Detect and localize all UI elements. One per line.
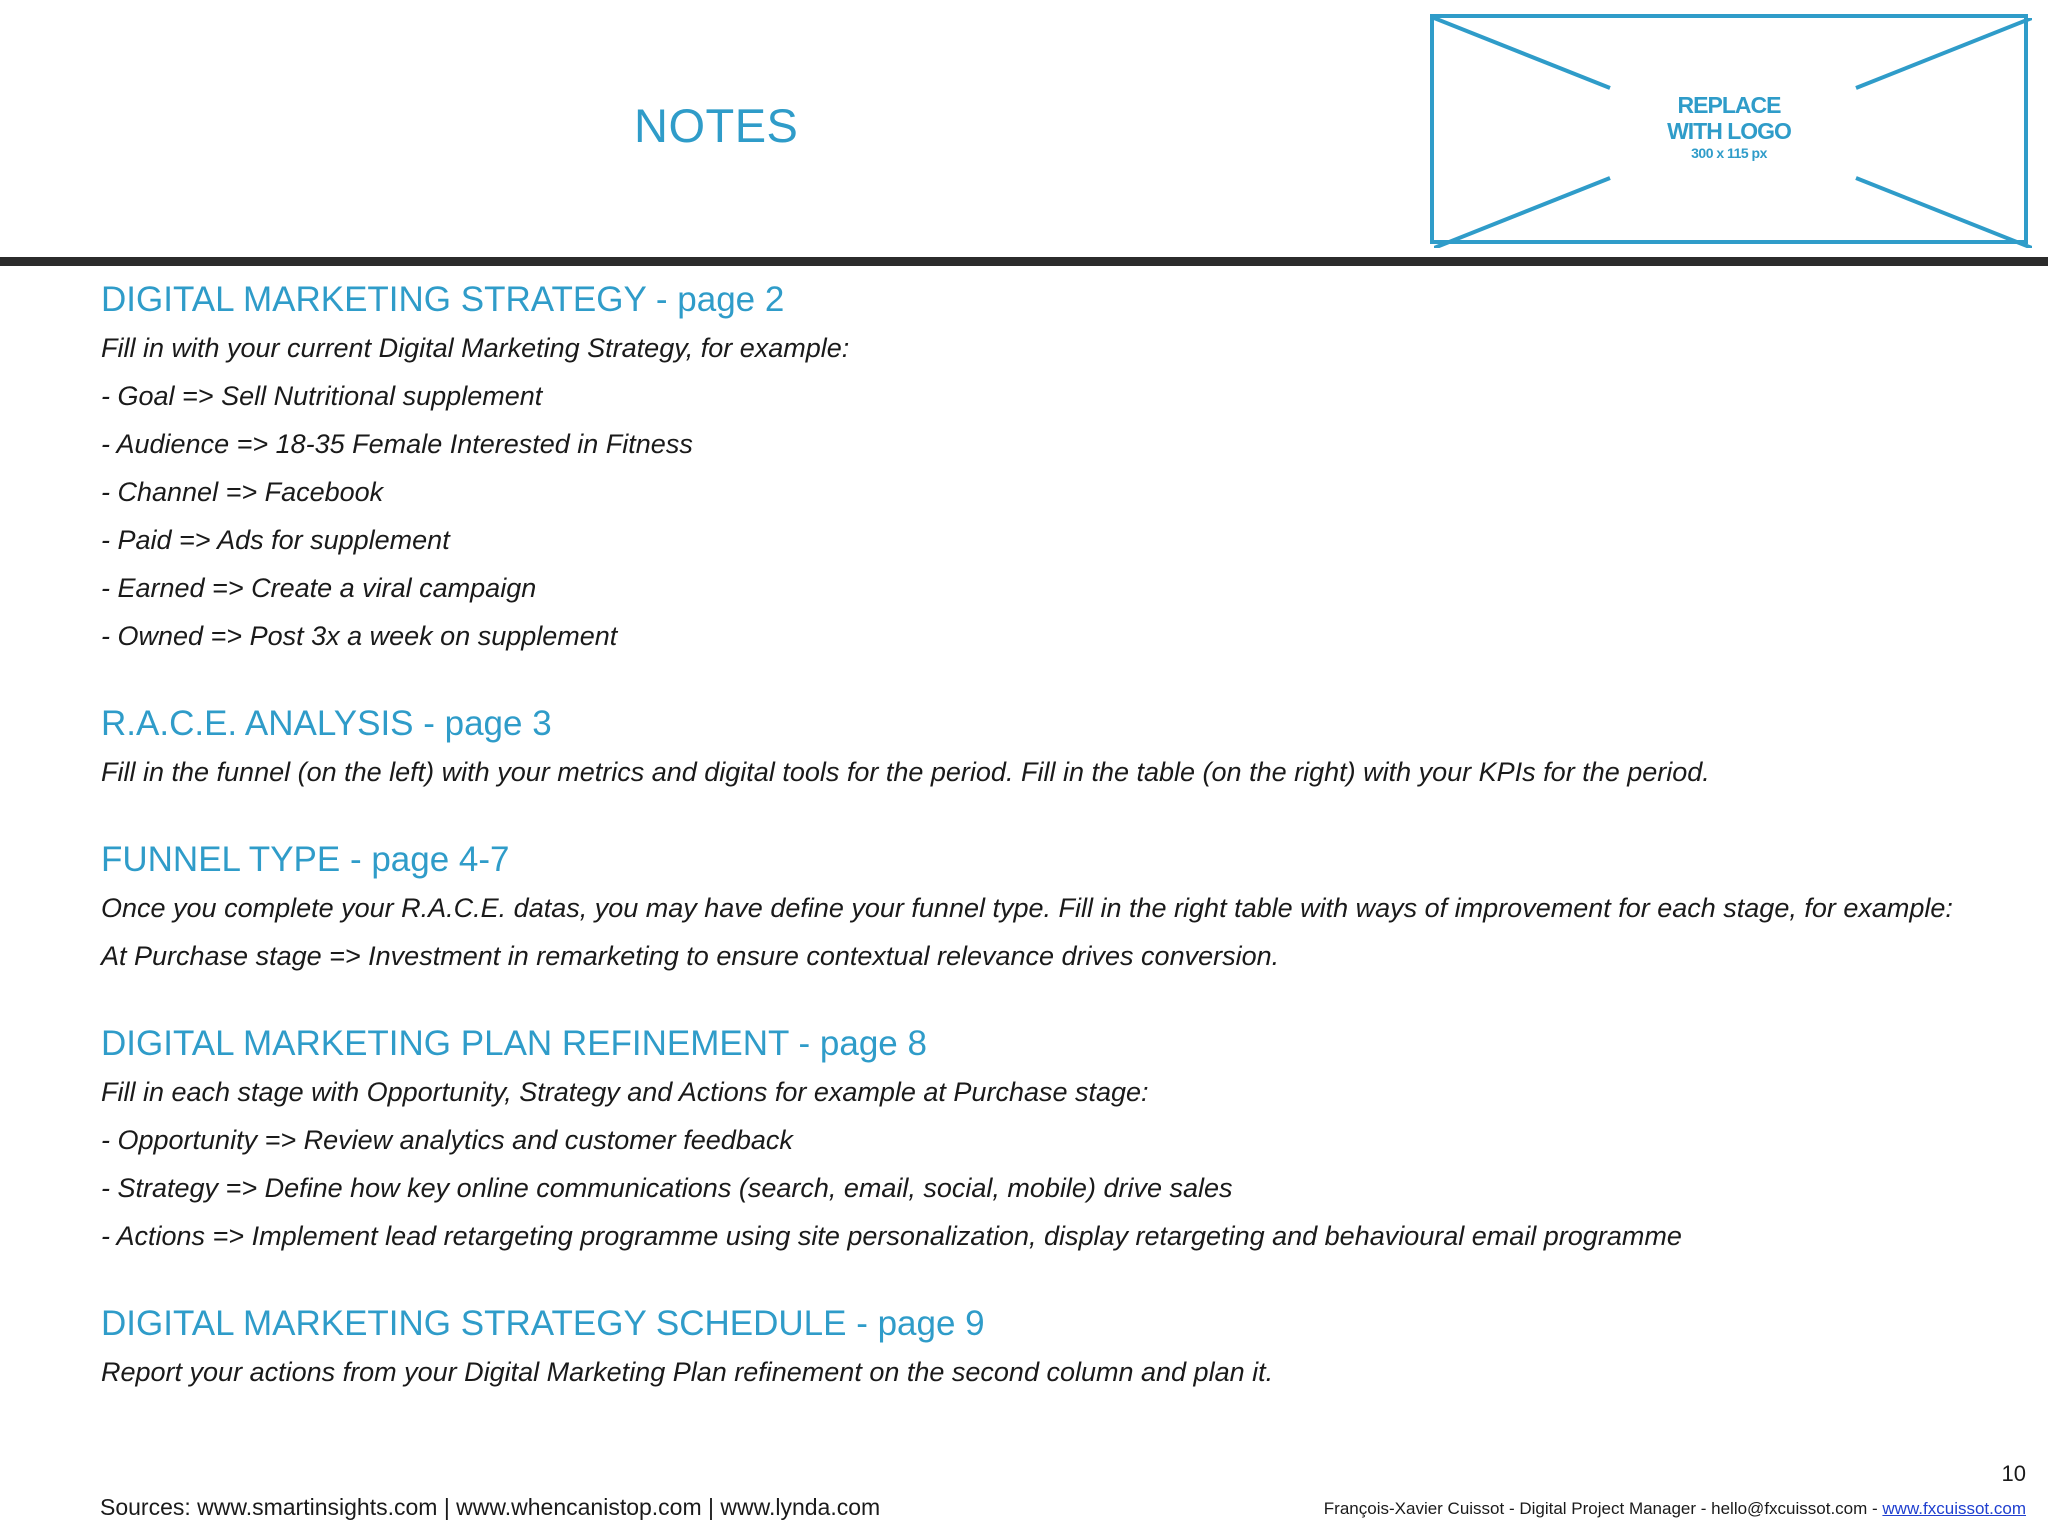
sources-text: Sources: www.smartinsights.com | www.whencanistop.com | www.lynda.com xyxy=(100,1494,881,1520)
section-race-analysis xyxy=(101,700,2001,796)
section-strategy-schedule xyxy=(101,1300,2001,1396)
section-heading: DIGITAL MARKETING PLAN REFINEMENT - page 8 xyxy=(101,1024,927,1063)
section-heading: DIGITAL MARKETING STRATEGY SCHEDULE - page 9 xyxy=(101,1304,985,1343)
author-credits xyxy=(1324,1499,2026,1519)
section-line: - Audience => 18-35 Female Interested in Fitness xyxy=(101,429,693,459)
logo-line-1: REPLACE xyxy=(1677,92,1781,118)
section-heading: DIGITAL MARKETING STRATEGY - page 2 xyxy=(101,280,785,319)
section-line: - Channel => Facebook xyxy=(101,477,384,507)
logo-size-hint: 300 x 115 px xyxy=(1691,144,1767,161)
credits-text: François-Xavier Cuissot - Digital Project Manager - hello@fxcuissot.com - xyxy=(1323,1499,1883,1518)
header-divider xyxy=(0,257,2048,266)
logo-placeholder xyxy=(1430,14,2028,244)
section-heading: FUNNEL TYPE - page 4-7 xyxy=(101,840,510,879)
section-line: Fill in with your current Digital Marketing Strategy, for example: xyxy=(101,333,850,363)
section-heading: R.A.C.E. ANALYSIS - page 3 xyxy=(101,704,552,743)
notes-content xyxy=(101,276,2001,1436)
website-link[interactable]: www.fxcuissot.com xyxy=(1882,1499,2026,1518)
section-plan-refinement xyxy=(101,1020,2001,1260)
page-number: 10 xyxy=(2001,1461,2026,1486)
section-line: - Strategy => Define how key online communications (search, email, social, mobile) drive sales xyxy=(101,1173,1233,1203)
section-line: - Opportunity => Review analytics and customer feedback xyxy=(101,1125,793,1155)
section-line: Report your actions from your Digital Marketing Plan refinement on the second column and plan it. xyxy=(101,1357,1274,1387)
section-line: Fill in the funnel (on the left) with your metrics and digital tools for the period. Fill in the table (on the right) with your KPIs for the period. xyxy=(101,757,1710,787)
section-line: Fill in each stage with Opportunity, Strategy and Actions for example at Purchase stage: xyxy=(101,1077,1149,1107)
section-line: - Paid => Ads for supplement xyxy=(101,525,450,555)
section-line: Once you complete your R.A.C.E. datas, you may have define your funnel type. Fill in the right table with ways of improvement for each stage, for example: At Purchase stage => Investment in remarketing to ensure contextual relevance drives conversion. xyxy=(101,893,1953,971)
section-line: - Owned => Post 3x a week on supplement xyxy=(101,621,618,651)
page-title: NOTES xyxy=(634,99,799,152)
section-line: - Actions => Implement lead retargeting programme using site personalization, display retargeting and behavioural email programme xyxy=(101,1221,1682,1251)
logo-line-2: WITH LOGO xyxy=(1667,118,1791,145)
section-digital-marketing-strategy xyxy=(101,276,2001,660)
section-funnel-type xyxy=(101,836,2001,980)
section-line: - Goal => Sell Nutritional supplement xyxy=(101,381,543,411)
section-line: - Earned => Create a viral campaign xyxy=(101,573,537,603)
logo-placeholder-text xyxy=(1434,92,2024,161)
